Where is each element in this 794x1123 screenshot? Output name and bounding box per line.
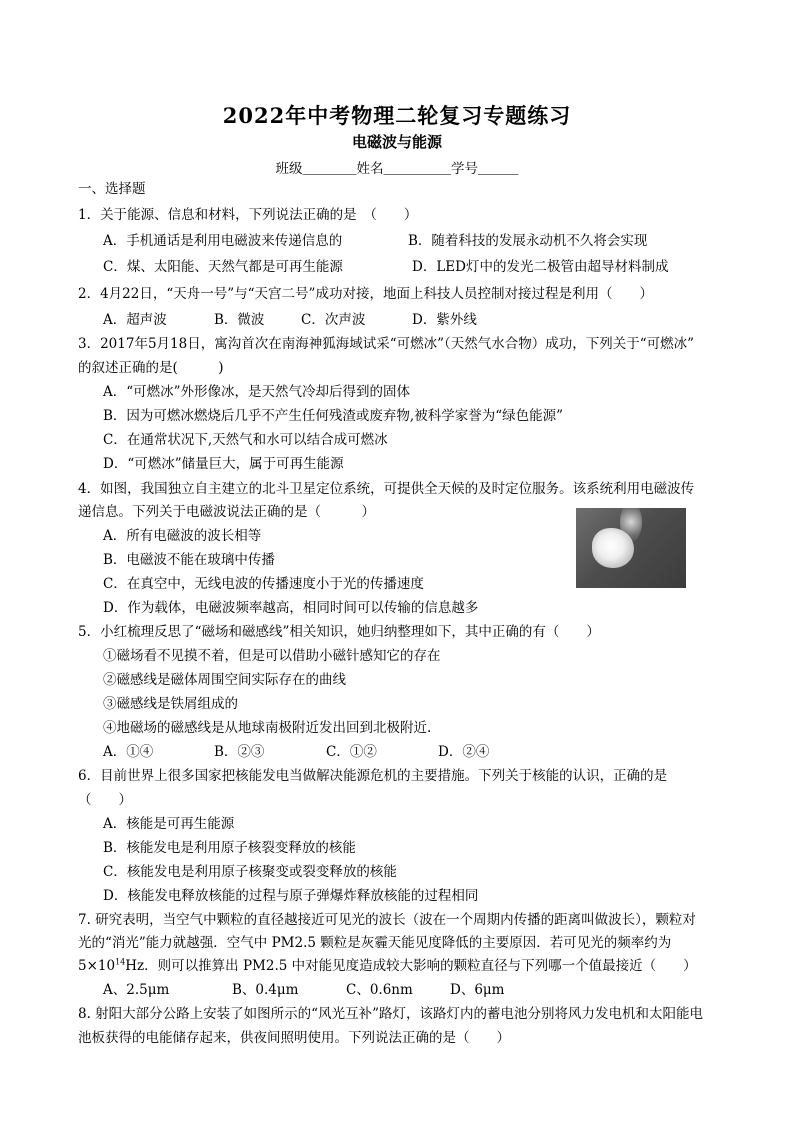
question-7-stem-line-1: 7. 研究表明，当空气中颗粒的直径越接近可见光的波长（波在一个周期内传播的距离叫做波长），颗粒对 [78, 912, 696, 928]
question-3-option-c: C．在通常状况下,天然气和水可以结合成可燃冰 [103, 432, 388, 448]
frequency-rest: Hz．则可以推算出 PM2.5 中对能见度造成较大影响的颗粒直径与下列哪一个值最接近（ ） [125, 958, 697, 974]
question-1-option-d: D．LED灯中的发光二极管由超导材料制成 [412, 259, 669, 275]
question-6-stem-line-2: （ ） [78, 792, 132, 808]
page-subtitle: 电磁波与能源 [351, 133, 442, 151]
question-7-option-d: D、6μm [450, 982, 505, 998]
photo-beidou-satellite-icon [576, 508, 686, 588]
question-6-option-c: C．核能发电是利用原子核聚变或裂变释放的核能 [103, 864, 397, 880]
student-info-line: 班级＿＿＿＿姓名＿＿＿＿＿学号＿＿＿ [275, 161, 519, 177]
question-2-option-c: C．次声波 [301, 312, 366, 328]
question-4-option-c: C．在真空中，无线电波的传播速度小于光的传播速度 [103, 576, 424, 592]
question-6-option-b: B．核能发电是利用原子核裂变释放的核能 [103, 840, 356, 856]
question-7-option-b: B、0.4μm [232, 982, 299, 998]
question-3-option-b: B．因为可燃冰燃烧后几乎不产生任何残渣或废弃物,被科学家誉为“绿色能源” [103, 408, 564, 424]
question-7-option-c: C、0.6nm [346, 982, 413, 998]
question-5-option-d: D．②④ [438, 744, 490, 760]
question-1-option-c: C．煤、太阳能、天然气都是可再生能源 [103, 259, 343, 275]
question-5-option-c: C．①② [326, 744, 377, 760]
question-7-stem-line-2: 光的“消光”能力就越强．空气中 PM2.5 颗粒是灰霾天能见度降低的主要原因．若可见光的频率约为 [78, 935, 672, 951]
question-6-option-a: A．核能是可再生能源 [103, 816, 235, 832]
question-3-option-a: A．“可燃冰”外形像冰，是天然气冷却后得到的固体 [103, 384, 411, 400]
question-8-stem-line-1: 8. 射阳大部分公路上安装了如图所示的“风光互补”路灯，该路灯内的蓄电池分别将风力发电机和太阳能电 [78, 1006, 703, 1022]
question-1-option-b: B．随着科技的发展永动机不久将会实现 [408, 233, 648, 249]
question-3-stem-line-2: 的叙述正确的是( ) [78, 360, 224, 376]
question-2-option-b: B．微波 [214, 312, 265, 328]
question-6-stem-line-1: 6．目前世界上很多国家把核能发电当做解决能源危机的主要措施。下列关于核能的认识，正确的是 [78, 768, 668, 784]
question-1-option-a: A．手机通话是利用电磁波来传递信息的 [103, 233, 343, 249]
question-4-option-d: D．作为载体，电磁波频率越高，相同时间可以传输的信息越多 [103, 600, 479, 616]
question-4-option-a: A．所有电磁波的波长相等 [103, 528, 262, 544]
question-1-stem: 1．关于能源、信息和材料，下列说法正确的是 （ ） [78, 207, 418, 223]
frequency-base: 5×10 [78, 958, 116, 974]
page-title: 2022年中考物理二轮复习专题练习 [222, 103, 572, 128]
question-8-stem-line-2: 池板获得的电能储存起来，供夜间照明使用。下列说法正确的是（ ） [78, 1030, 510, 1046]
question-4-stem-line-2: 递信息。下列关于电磁波说法正确的是（ ） [78, 504, 375, 520]
question-2-option-a: A．超声波 [103, 312, 167, 328]
question-5-option-a: A．①④ [103, 744, 154, 760]
question-2-stem: 2．4月22日，“天舟一号”与“天宫二号”成功对接，地面上科技人员控制对接过程是利用（ ） [78, 286, 653, 302]
section-heading: 一、选择题 [78, 181, 146, 197]
question-5-option-b: B．②③ [214, 744, 265, 760]
question-5-stem: 5．小红梳理反思了“磁场和磁感线”相关知识，她归纳整理如下，其中正确的有（ ） [78, 624, 600, 640]
question-7-stem-line-3 [78, 957, 697, 975]
question-5-statement-3: ③磁感线是铁屑组成的 [103, 696, 238, 712]
photo-glow [592, 528, 634, 568]
question-3-option-d: D．“可燃冰”储量巨大，属于可再生能源 [103, 456, 344, 472]
question-4-stem-line-1: 4．如图，我国独立自主建立的北斗卫星定位系统，可提供全天候的及时定位服务。该系统利用电磁波传 [78, 481, 695, 497]
question-3-stem-line-1: 3．2017年5月18日，寓沟首次在南海神狐海域试采“可燃冰”（天然气水合物）成功，下列关于“可燃冰” [78, 336, 695, 352]
question-5-statement-1: ①磁场看不见摸不着，但是可以借助小磁针感知它的存在 [103, 648, 441, 664]
frequency-exponent: 14 [115, 957, 126, 967]
question-6-option-d: D．核能发电释放核能的过程与原子弹爆炸释放核能的过程相同 [103, 888, 479, 904]
question-5-statement-2: ②磁感线是磁体周围空间实际存在的曲线 [103, 672, 346, 688]
question-4-option-b: B．电磁波不能在玻璃中传播 [103, 552, 275, 568]
question-5-statement-4: ④地磁场的磁感线是从地球南极附近发出回到北极附近. [103, 720, 432, 736]
question-7-option-a: A、2.5μm [103, 982, 170, 998]
question-2-option-d: D．紫外线 [412, 312, 477, 328]
